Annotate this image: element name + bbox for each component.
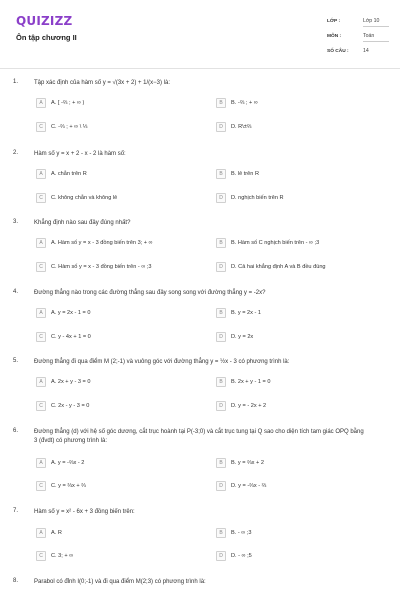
option-letter-box: D (216, 332, 226, 342)
option-letter-box: D (216, 481, 226, 491)
option-letter-box: B (216, 377, 226, 387)
option-text: C. không chẵn và không lẻ (51, 195, 118, 201)
option-text: B. lẻ trên R (231, 171, 259, 177)
question-number: 7. (13, 508, 19, 514)
option-a[interactable] (36, 376, 91, 388)
option-text: D. Cả hai khẳng định A và B đều đúng (231, 264, 326, 270)
option-letter-box: C (36, 193, 46, 203)
option-text: B. y = 2x - 1 (231, 310, 262, 316)
question-number: 5. (13, 358, 19, 364)
option-letter-box: B (216, 528, 226, 538)
question-text: Parabol có đỉnh I(0;-1) và đi qua điểm M(2;3) có phương trình là: (34, 579, 206, 585)
option-letter-box: D (216, 262, 226, 272)
option-text: A. R (51, 530, 62, 536)
meta-class-row (327, 14, 389, 29)
option-text: B. - ∞ ;3 (231, 530, 252, 536)
option-letter-box: B (216, 98, 226, 108)
option-letter-box: A (36, 169, 46, 179)
question-text: Hàm số y = x + 2 - x - 2 là hàm số: (34, 151, 126, 157)
question-text: Tập xác định của hàm số y = √(3x + 2) + 1/(x−3) là: (34, 80, 171, 86)
question-number: 6. (13, 428, 19, 434)
option-letter-box: B (216, 169, 226, 179)
meta-value: 14 (363, 48, 369, 54)
option-letter-box: C (36, 122, 46, 132)
option-c[interactable] (36, 192, 117, 204)
meta-key: SỐ CÂU : (327, 49, 349, 54)
option-letter-box: C (36, 262, 46, 272)
option-text: A. y = 2x - 1 = 0 (51, 310, 91, 316)
option-text: B. 2x + y - 1 = 0 (231, 379, 271, 385)
quizizz-logo: QUIZIZZ (16, 14, 73, 28)
option-text: C. -⅔ ; + ∞ \ ⅓ (51, 124, 88, 130)
option-text: C. y = ⅔x + ⅔ (51, 483, 86, 489)
option-letter-box: B (216, 238, 226, 248)
meta-subject-row (327, 29, 389, 44)
option-c[interactable] (36, 261, 152, 273)
option-c[interactable] (36, 550, 73, 562)
option-d[interactable] (216, 121, 251, 133)
option-text: A. chẵn trên R (51, 171, 87, 177)
option-d[interactable] (216, 261, 326, 273)
question-text: Đường thẳng nào trong các đường thẳng sau đây song song với đường thẳng y = -2x? (34, 290, 266, 296)
option-a[interactable] (36, 307, 91, 319)
option-letter-box: A (36, 528, 46, 538)
option-text: D. nghịch biến trên R (231, 195, 284, 201)
header-divider (0, 68, 400, 69)
option-letter-box: A (36, 308, 46, 318)
document-header (0, 0, 400, 64)
question-number: 8. (13, 578, 19, 584)
option-d[interactable] (216, 480, 266, 492)
option-text: A. [ -⅔ ; + ∞ ) (51, 100, 85, 106)
option-text: D. - ∞ ;5 (231, 553, 252, 559)
option-letter-box: C (36, 481, 46, 491)
option-text: B. -⅔ ; + ∞ (231, 100, 258, 106)
option-a[interactable] (36, 97, 84, 109)
option-letter-box: D (216, 551, 226, 561)
option-text: A. y = -⅔x - 2 (51, 460, 85, 466)
question-number: 2. (13, 150, 19, 156)
option-c[interactable] (36, 331, 91, 343)
option-letter-box: C (36, 401, 46, 411)
option-letter-box: D (216, 193, 226, 203)
question-text: Đường thẳng đi qua điểm M (2;-1) và vuông góc với đường thẳng y = ½x - 3 có phương trình là: (34, 359, 290, 365)
meta-value: Lớp 10 (363, 16, 389, 27)
option-text: D. y = -⅔x - ⅔ (231, 483, 267, 489)
option-text: C. Hàm số y = x - 3 đồng biến trên - ∞ ;3 (51, 264, 152, 270)
meta-count-row (327, 44, 389, 59)
meta-key: LỚP : (327, 19, 341, 24)
option-text: C. 2x - y - 3 = 0 (51, 403, 90, 409)
option-c[interactable] (36, 480, 86, 492)
option-d[interactable] (216, 550, 252, 562)
question-number: 3. (13, 219, 19, 225)
option-text: A. 2x + y - 3 = 0 (51, 379, 91, 385)
question-text: Hàm số y = x² - 6x + 3 đồng biến trên: (34, 509, 135, 515)
option-letter-box: D (216, 122, 226, 132)
option-b[interactable] (216, 457, 264, 469)
option-b[interactable] (216, 527, 251, 539)
option-b[interactable] (216, 97, 258, 109)
option-letter-box: D (216, 401, 226, 411)
option-letter-box: B (216, 308, 226, 318)
question-number: 4. (13, 289, 19, 295)
question-number: 1. (13, 79, 19, 85)
meta-info (327, 14, 389, 59)
option-a[interactable] (36, 168, 87, 180)
option-a[interactable] (36, 237, 153, 249)
option-letter-box: C (36, 332, 46, 342)
option-text: B. y = ⅔x + 2 (231, 460, 264, 466)
option-letter-box: B (216, 458, 226, 468)
question-text: Đường thẳng (d) với hệ số góc dương, cắt trục hoành tại P(-3;0) và cắt trục tung tại Q sao cho diện tích tam giác OPQ bằng 3 (đvdt) có phương trình là: (34, 429, 364, 444)
option-b[interactable] (216, 376, 271, 388)
option-letter-box: A (36, 98, 46, 108)
option-text: C. 3; + ∞ (51, 553, 74, 559)
option-c[interactable] (36, 400, 89, 412)
option-c[interactable] (36, 121, 87, 133)
option-a[interactable] (36, 457, 84, 469)
option-d[interactable] (216, 400, 266, 412)
option-letter-box: C (36, 551, 46, 561)
option-b[interactable] (216, 237, 319, 249)
option-letter-box: A (36, 238, 46, 248)
option-a[interactable] (36, 527, 62, 539)
option-b[interactable] (216, 168, 259, 180)
option-text: C. y - 4x + 1 = 0 (51, 334, 91, 340)
option-text: D. y = 2x (231, 334, 254, 340)
option-letter-box: A (36, 377, 46, 387)
document-title: Ôn tập chương II (16, 33, 77, 42)
question-text: Khẳng định nào sau đây đúng nhất? (34, 220, 131, 226)
option-d[interactable] (216, 192, 284, 204)
option-d[interactable] (216, 331, 253, 343)
meta-key: MÔN : (327, 34, 342, 39)
option-text: A. Hàm số y = x - 3 đồng biến trên 3; + ∞ (51, 240, 153, 246)
meta-value: Toán (363, 31, 389, 42)
option-b[interactable] (216, 307, 261, 319)
option-text: D. y = - 2x + 2 (231, 403, 267, 409)
option-letter-box: A (36, 458, 46, 468)
option-text: B. Hàm số C nghịch biến trên - ∞ ;3 (231, 240, 320, 246)
option-text: D. R\±⅔ (231, 124, 252, 130)
